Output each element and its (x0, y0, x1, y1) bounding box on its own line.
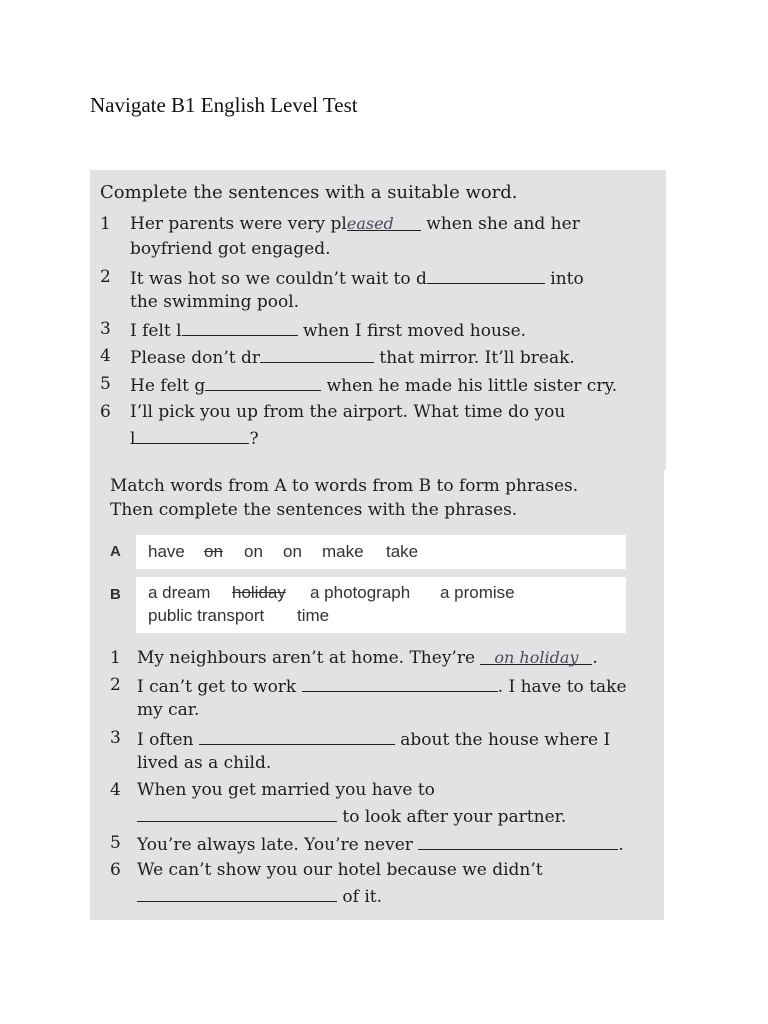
handwritten-answer: on holiday (494, 648, 579, 667)
word-a: make (322, 542, 364, 561)
ex2-item-4-line-2 (137, 803, 566, 829)
word-b: time (297, 606, 330, 625)
answer-blank[interactable] (260, 344, 374, 363)
ex2-item-1 (137, 646, 598, 670)
ex2-item-number: 5 (110, 833, 121, 853)
ex1-item-number: 2 (100, 267, 111, 287)
exercise-2-instruction-line-1: Match words from A to words from B to form phrases. (110, 476, 579, 496)
word-b: a promise (440, 583, 515, 602)
page-title: Navigate B1 English Level Test (90, 93, 358, 117)
ex1-item-2-line-2: the swimming pool. (130, 292, 300, 312)
ex1-item-3-text-a: I felt l (130, 321, 182, 341)
ex2-item-3-text-a: I often (137, 730, 199, 750)
ex2-item-2-text-b: . I have to take (497, 677, 627, 697)
word-b: a dream (148, 583, 211, 602)
ex2-item-2-line-2: my car. (137, 700, 200, 720)
ex1-item-1-text-a: Her parents were very pl (130, 214, 347, 234)
ex2-item-6: We can’t show you our hotel because we didn’t (137, 860, 543, 880)
ex1-item-4-text-b: that mirror. It’ll break. (373, 348, 575, 368)
answer-blank[interactable] (302, 673, 498, 692)
ex2-item-2 (137, 673, 627, 699)
word-a: have (148, 542, 185, 561)
handwritten-answer: eased (346, 214, 394, 233)
ex1-item-5-text-b: when he made his little sister cry. (321, 376, 618, 396)
ex1-item-4 (130, 344, 575, 370)
ex1-item-5 (130, 372, 617, 398)
answer-blank[interactable] (347, 212, 421, 231)
ex1-item-2 (130, 265, 584, 291)
ex2-item-5-text-b: . (618, 835, 624, 855)
answer-blank[interactable] (205, 372, 321, 391)
word-b: a photograph (310, 583, 411, 602)
box-b-label: B (110, 586, 121, 603)
ex1-item-1-line-2: boyfriend got engaged. (130, 239, 331, 259)
ex1-item-number: 3 (100, 319, 111, 339)
ex1-item-number: 4 (100, 346, 111, 366)
answer-blank[interactable] (418, 831, 618, 850)
word-b: public transport (148, 606, 265, 625)
ex1-item-2-text-a: It was hot so we couldn’t wait to d (130, 269, 427, 289)
ex2-item-6-text-b: of it. (337, 887, 383, 907)
ex1-item-4-text-a: Please don’t dr (130, 348, 260, 368)
ex1-item-2-text-b: into (544, 269, 584, 289)
answer-blank[interactable] (182, 317, 298, 336)
word-box-a (136, 535, 626, 569)
ex2-item-3-line-2: lived as a child. (137, 753, 272, 773)
ex1-item-number: 5 (100, 374, 111, 394)
word-a: on (283, 542, 302, 561)
ex1-item-5-text-a: He felt g (130, 376, 206, 396)
ex2-item-number: 6 (110, 860, 121, 880)
word-b-crossed-out: holiday (232, 583, 286, 602)
ex1-item-1-text-b: when she and her (420, 214, 580, 234)
ex1-item-3-text-b: when I first moved house. (297, 321, 527, 341)
word-box-b (136, 577, 626, 633)
answer-blank[interactable] (135, 425, 249, 444)
ex1-item-6-text-a: l (130, 429, 136, 449)
word-a: on (244, 542, 263, 561)
exercise-1-instruction: Complete the sentences with a suitable word. (100, 182, 518, 203)
word-a-crossed-out: on (204, 542, 223, 561)
answer-blank[interactable] (137, 803, 337, 822)
ex1-item-3 (130, 317, 526, 343)
answer-blank[interactable] (480, 646, 592, 665)
exercise-2-instruction-line-2: Then complete the sentences with the phrases. (110, 500, 518, 520)
ex1-item-1 (130, 212, 580, 236)
answer-blank[interactable] (427, 265, 545, 284)
ex2-item-number: 4 (110, 780, 121, 800)
ex2-item-5 (137, 831, 624, 857)
answer-blank[interactable] (137, 883, 337, 902)
word-a: take (386, 542, 419, 561)
ex2-item-number: 2 (110, 675, 121, 695)
ex2-item-6-line-2 (137, 883, 382, 909)
ex2-item-number: 3 (110, 728, 121, 748)
ex2-item-3 (137, 726, 610, 752)
answer-blank[interactable] (199, 726, 395, 745)
ex2-item-2-text-a: I can’t get to work (137, 677, 302, 697)
ex1-item-6: I’ll pick you up from the airport. What time do you (130, 402, 566, 422)
ex2-item-3-text-b: about the house where I (394, 730, 611, 750)
ex2-item-1-text-b: . (592, 648, 598, 668)
ex2-item-1-text-a: My neighbours aren’t at home. They’re (137, 648, 481, 668)
ex1-item-6-line-2 (130, 425, 259, 451)
ex2-item-4: When you get married you have to (137, 780, 435, 800)
box-a-label: A (110, 543, 121, 560)
ex1-item-number: 1 (100, 214, 111, 234)
ex2-item-number: 1 (110, 648, 121, 668)
ex2-item-4-text-b: to look after your partner. (337, 807, 567, 827)
ex1-item-6-text-b: ? (249, 429, 259, 449)
ex2-item-5-text-a: You’re always late. You’re never (137, 835, 419, 855)
ex1-item-number: 6 (100, 402, 111, 422)
